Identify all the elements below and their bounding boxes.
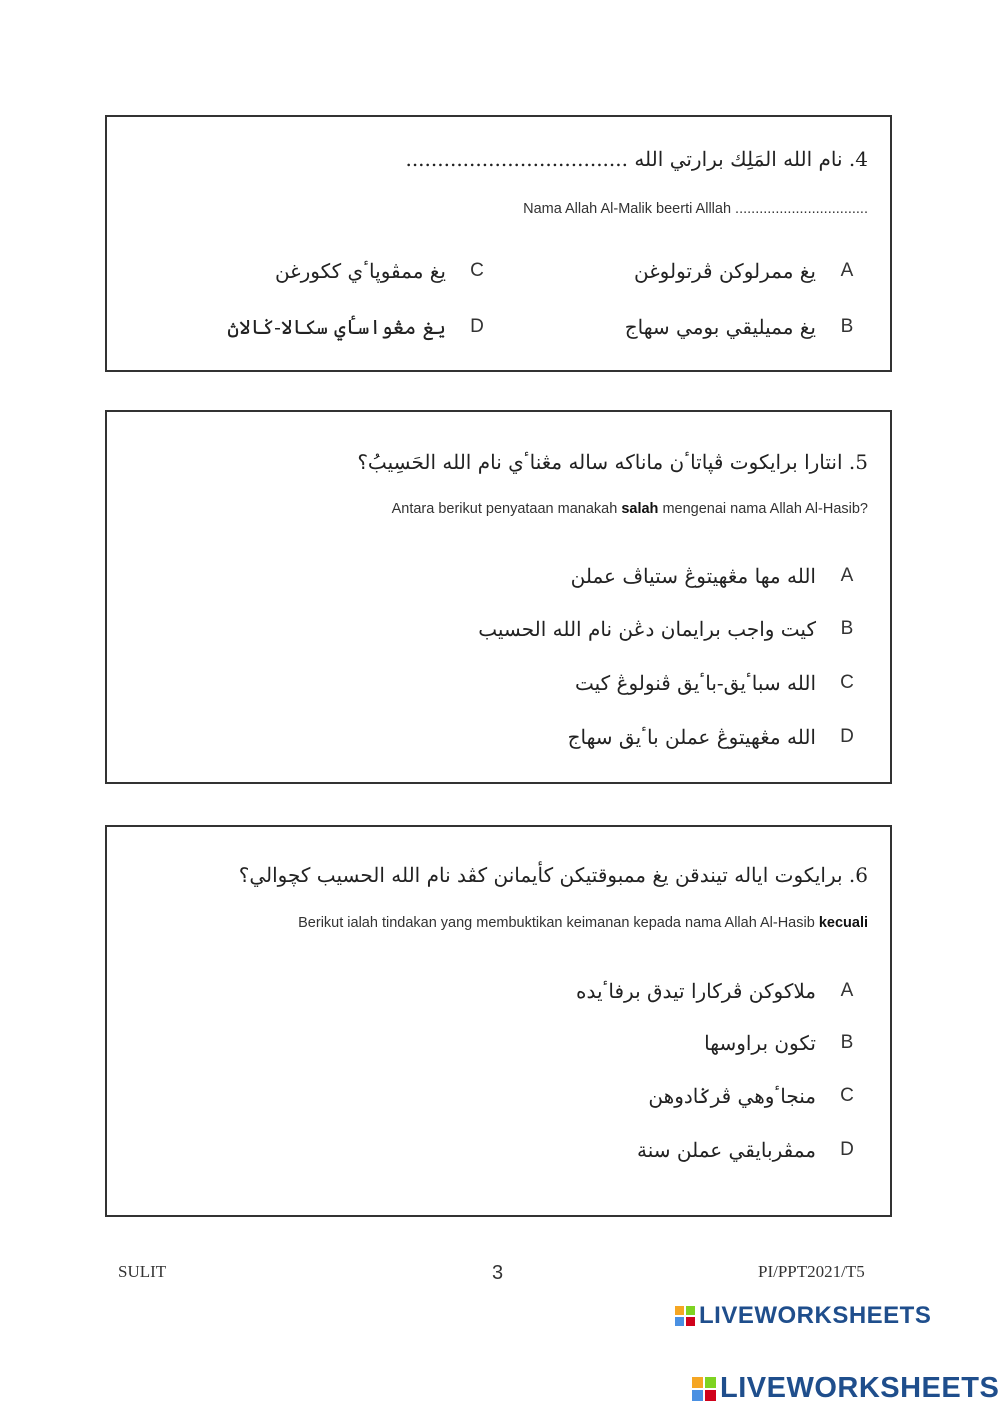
question-6-box	[105, 825, 892, 1217]
footer-code: PI/PPT2021/T5	[758, 1262, 865, 1281]
question-6-rumi: Berikut ialah tindakan yang membuktikan keimanan kepada nama Allah Al-Hasib kecuali	[298, 915, 868, 931]
brand-name: LIVEWORKSHEETS	[699, 1302, 932, 1329]
option-letter: D	[840, 1139, 854, 1160]
question-5-box	[105, 410, 892, 784]
footer-sulit: SULIT	[118, 1262, 167, 1281]
option-letter: A	[840, 980, 854, 1001]
option-4b[interactable]	[625, 315, 868, 339]
question-4-box	[105, 115, 892, 372]
option-letter: C	[470, 260, 484, 281]
option-letter: D	[470, 316, 484, 337]
option-text: الله مها مڠهيتوڠ ستياڤ عملن	[570, 564, 816, 588]
option-4c[interactable]	[275, 259, 498, 283]
liveworksheets-logo-bottom	[692, 1372, 999, 1405]
logo-icon	[692, 1377, 716, 1401]
brand-name: LIVEWORKSHEETS	[720, 1372, 1000, 1404]
option-letter: D	[840, 726, 854, 747]
option-text: ممڤربايقي عملن سنة	[636, 1138, 816, 1162]
question-6-jawi: 6. برايكوت اياله تيندقن يغ ممبوقتيكن كأيمانن كڤد نام الله الحسيب كچوالي؟	[238, 863, 868, 887]
emphasis-word: salah	[621, 501, 659, 517]
option-text: تكون براوسها	[704, 1031, 816, 1055]
option-text: الله مڠهيتوڠ عملن باٴيق سهاج	[567, 725, 816, 749]
question-5-rumi: Antara berikut penyataan manakah salah mengenai nama Allah Al-Hasib?	[391, 501, 868, 517]
option-4a[interactable]	[634, 259, 868, 283]
option-letter: B	[840, 316, 854, 337]
option-6a[interactable]	[576, 979, 868, 1003]
option-6d[interactable]	[637, 1138, 868, 1162]
question-5-jawi: 5. انتارا برايكوت ڤڽاتاٴن ماناكه ساله مڠناٴي نام الله الحَسِيبُ؟	[357, 450, 868, 474]
option-letter: A	[840, 565, 854, 586]
emphasis-word: kecuali	[818, 915, 868, 931]
option-5a[interactable]	[571, 564, 868, 588]
option-text: يغ مڠواساٴي سکالا-ݢالاڽ	[227, 315, 446, 339]
option-text: يغ مميليقي بومي سهاج	[624, 315, 816, 339]
option-letter: A	[840, 260, 854, 281]
option-5b[interactable]	[478, 617, 868, 641]
logo-icon	[675, 1306, 695, 1326]
page-number: 3	[492, 1262, 504, 1284]
liveworksheets-logo-top	[675, 1302, 931, 1330]
option-text: الله سباٴيق-باٴيق ڤنولوڠ كيت	[574, 671, 816, 695]
question-4-jawi: 4. نام الله المَلِك برارتي الله ...................................	[405, 147, 868, 171]
option-5c[interactable]	[575, 671, 868, 695]
option-6c[interactable]	[648, 1084, 868, 1108]
option-letter: C	[840, 1085, 854, 1106]
question-4-rumi: Nama Allah Al-Malik beerti Alllah .................................	[523, 201, 868, 217]
option-text: يغ ممرلوكن ڤرتولوغن	[633, 259, 816, 283]
option-4d[interactable]	[227, 315, 498, 339]
option-5d[interactable]	[568, 725, 868, 749]
option-text: يغ ممڤوڽاٴي ككورغن	[274, 259, 446, 283]
option-letter: B	[840, 1032, 854, 1053]
option-6b[interactable]	[704, 1031, 868, 1055]
option-text: منجاٴوهي ڤرݢادوهن	[648, 1084, 816, 1108]
option-text: كيت واجب برايمان دڠن نام الله الحسيب	[478, 617, 816, 641]
option-letter: B	[840, 618, 854, 639]
option-letter: C	[840, 672, 854, 693]
option-text: ملاكوكن ڤركارا تيدق برفاٴيده	[576, 979, 816, 1003]
